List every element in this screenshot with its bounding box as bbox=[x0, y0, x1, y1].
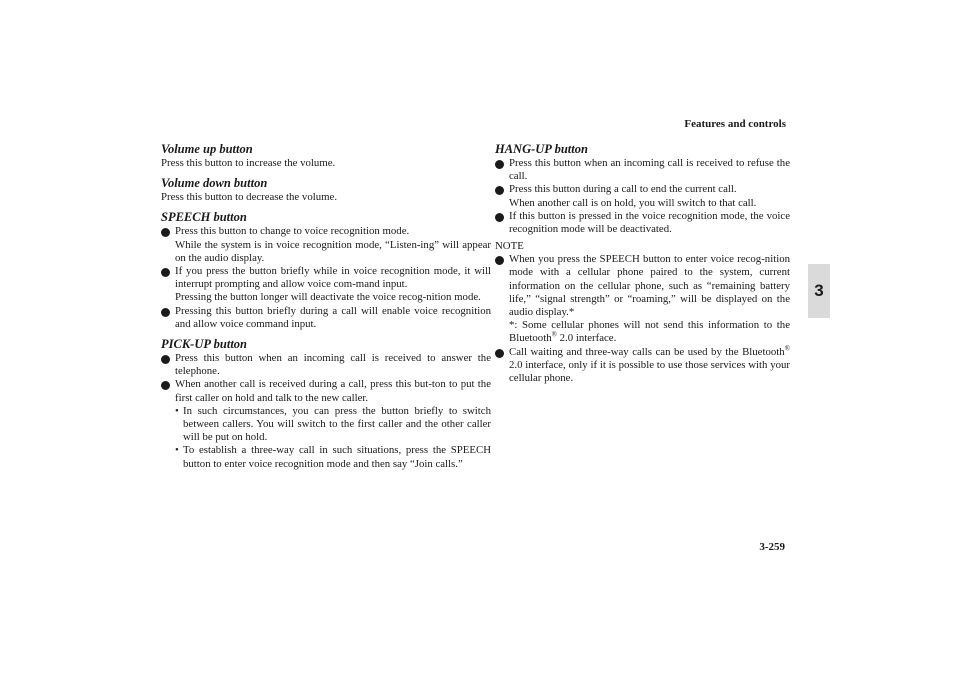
bullet-dot-icon bbox=[161, 228, 170, 237]
volume-down-heading: Volume down button bbox=[161, 176, 268, 191]
volume-up-heading: Volume up button bbox=[161, 142, 253, 156]
bullet-dot-icon bbox=[161, 355, 170, 364]
speech-bullet-2-line-2: Pressing the button longer will deactivate the voice recog-nition mode. bbox=[175, 291, 481, 304]
hangup-bullet-1-text: Press this button when an incoming call is received to refuse the call. bbox=[509, 157, 790, 183]
note-bullet-2 bbox=[495, 346, 790, 386]
bullet-dot-icon bbox=[495, 186, 504, 195]
note-bullet-1 bbox=[495, 253, 790, 345]
sub-bullet-marker: • bbox=[175, 444, 179, 457]
page-header-title: Features and controls bbox=[684, 118, 786, 130]
speech-bullet-3 bbox=[161, 305, 491, 331]
note-footnote-text-b: 2.0 interface. bbox=[556, 332, 617, 345]
speech-heading: SPEECH button bbox=[161, 210, 247, 225]
speech-bullet-1-line-2: While the system is in voice recognition mode, “Listen-ing” will appear on the audio display. bbox=[175, 238, 491, 264]
right-column bbox=[495, 138, 790, 385]
hangup-bullet-3-text: If this button is pressed in the voice recognition mode, the voice recognition mode will be deactivated. bbox=[509, 209, 790, 236]
bullet-dot-icon bbox=[161, 308, 170, 317]
pickup-bullet-1 bbox=[161, 352, 491, 378]
bullet-dot-icon bbox=[161, 268, 170, 277]
hangup-bullet-1 bbox=[495, 157, 790, 183]
bullet-dot-icon bbox=[161, 381, 170, 390]
pickup-sub-item-1-text: In such circumstances, you can press the button briefly to switch between callers. You will switch to the first caller and the other caller will be put on hold. bbox=[183, 404, 491, 444]
note-footnote-text-a: *: Some cellular phones will not send this information to the Bluetooth bbox=[509, 319, 790, 345]
bullet-dot-icon bbox=[495, 349, 504, 358]
speech-bullet-1 bbox=[161, 225, 491, 265]
bullet-dot-icon bbox=[495, 213, 504, 222]
page-number: 3-259 bbox=[759, 541, 785, 553]
registered-mark: ® bbox=[551, 330, 557, 339]
note-label: NOTE bbox=[495, 240, 524, 253]
pickup-heading: PICK-UP button bbox=[161, 337, 248, 352]
bullet-dot-icon bbox=[495, 160, 504, 169]
hangup-bullet-2-line-2: When another call is on hold, you will switch to that call. bbox=[509, 196, 757, 209]
hangup-heading: HANG-UP button bbox=[495, 142, 588, 156]
volume-down-text: Press this button to decrease the volume. bbox=[161, 191, 338, 204]
hangup-bullet-2 bbox=[495, 183, 790, 209]
note-bullet-1-footnote bbox=[509, 319, 790, 345]
speech-bullet-2-line-1: If you press the button briefly while in voice recognition mode, it will interrupt prompting and allow voice com-mand input. bbox=[175, 265, 491, 291]
note-bullet-1-text: When you press the SPEECH button to enter voice recog-nition mode with a cellular phone paired to the system, current information on the cellular phone, such as “remaining battery life,” “signal strength” or “roaming,” will be displayed on the audio display.* bbox=[509, 253, 790, 319]
pickup-sub-item-2 bbox=[175, 444, 491, 470]
chapter-tab: 3 bbox=[808, 264, 830, 318]
volume-up-text: Press this button to increase the volume. bbox=[161, 157, 336, 169]
sub-bullet-marker: • bbox=[175, 404, 179, 417]
pickup-sub-item-1 bbox=[175, 405, 491, 445]
registered-mark: ® bbox=[784, 344, 790, 353]
note-bullet-2-text bbox=[509, 346, 790, 386]
note-bullet-2-text-a: Call waiting and three-way calls can be used by the Bluetooth bbox=[509, 345, 785, 358]
speech-bullet-2 bbox=[161, 265, 491, 305]
hangup-bullet-2-line-1: Press this button during a call to end the current call. bbox=[509, 183, 737, 196]
speech-bullet-1-line-1: Press this button to change to voice recognition mode. bbox=[175, 225, 410, 238]
pickup-sub-item-2-text: To establish a three-way call in such situations, press the SPEECH button to enter voice recognition mode and then say “Join calls.” bbox=[183, 444, 491, 470]
note-bullet-2-text-b: 2.0 interface, only if it is possible to use those services with your cellular phone. bbox=[509, 358, 790, 385]
pickup-bullet-1-text: Press this button when an incoming call is received to answer the telephone. bbox=[175, 352, 491, 378]
speech-bullet-3-text: Pressing this button briefly during a call will enable voice recognition and allow voice command input. bbox=[175, 304, 491, 330]
bullet-dot-icon bbox=[495, 256, 504, 265]
hangup-bullet-3 bbox=[495, 210, 790, 236]
pickup-bullet-2 bbox=[161, 378, 491, 470]
left-column bbox=[161, 138, 491, 471]
pickup-bullet-2-text: When another call is received during a call, press this but-ton to put the first caller on hold and talk to the new caller. bbox=[175, 378, 491, 404]
